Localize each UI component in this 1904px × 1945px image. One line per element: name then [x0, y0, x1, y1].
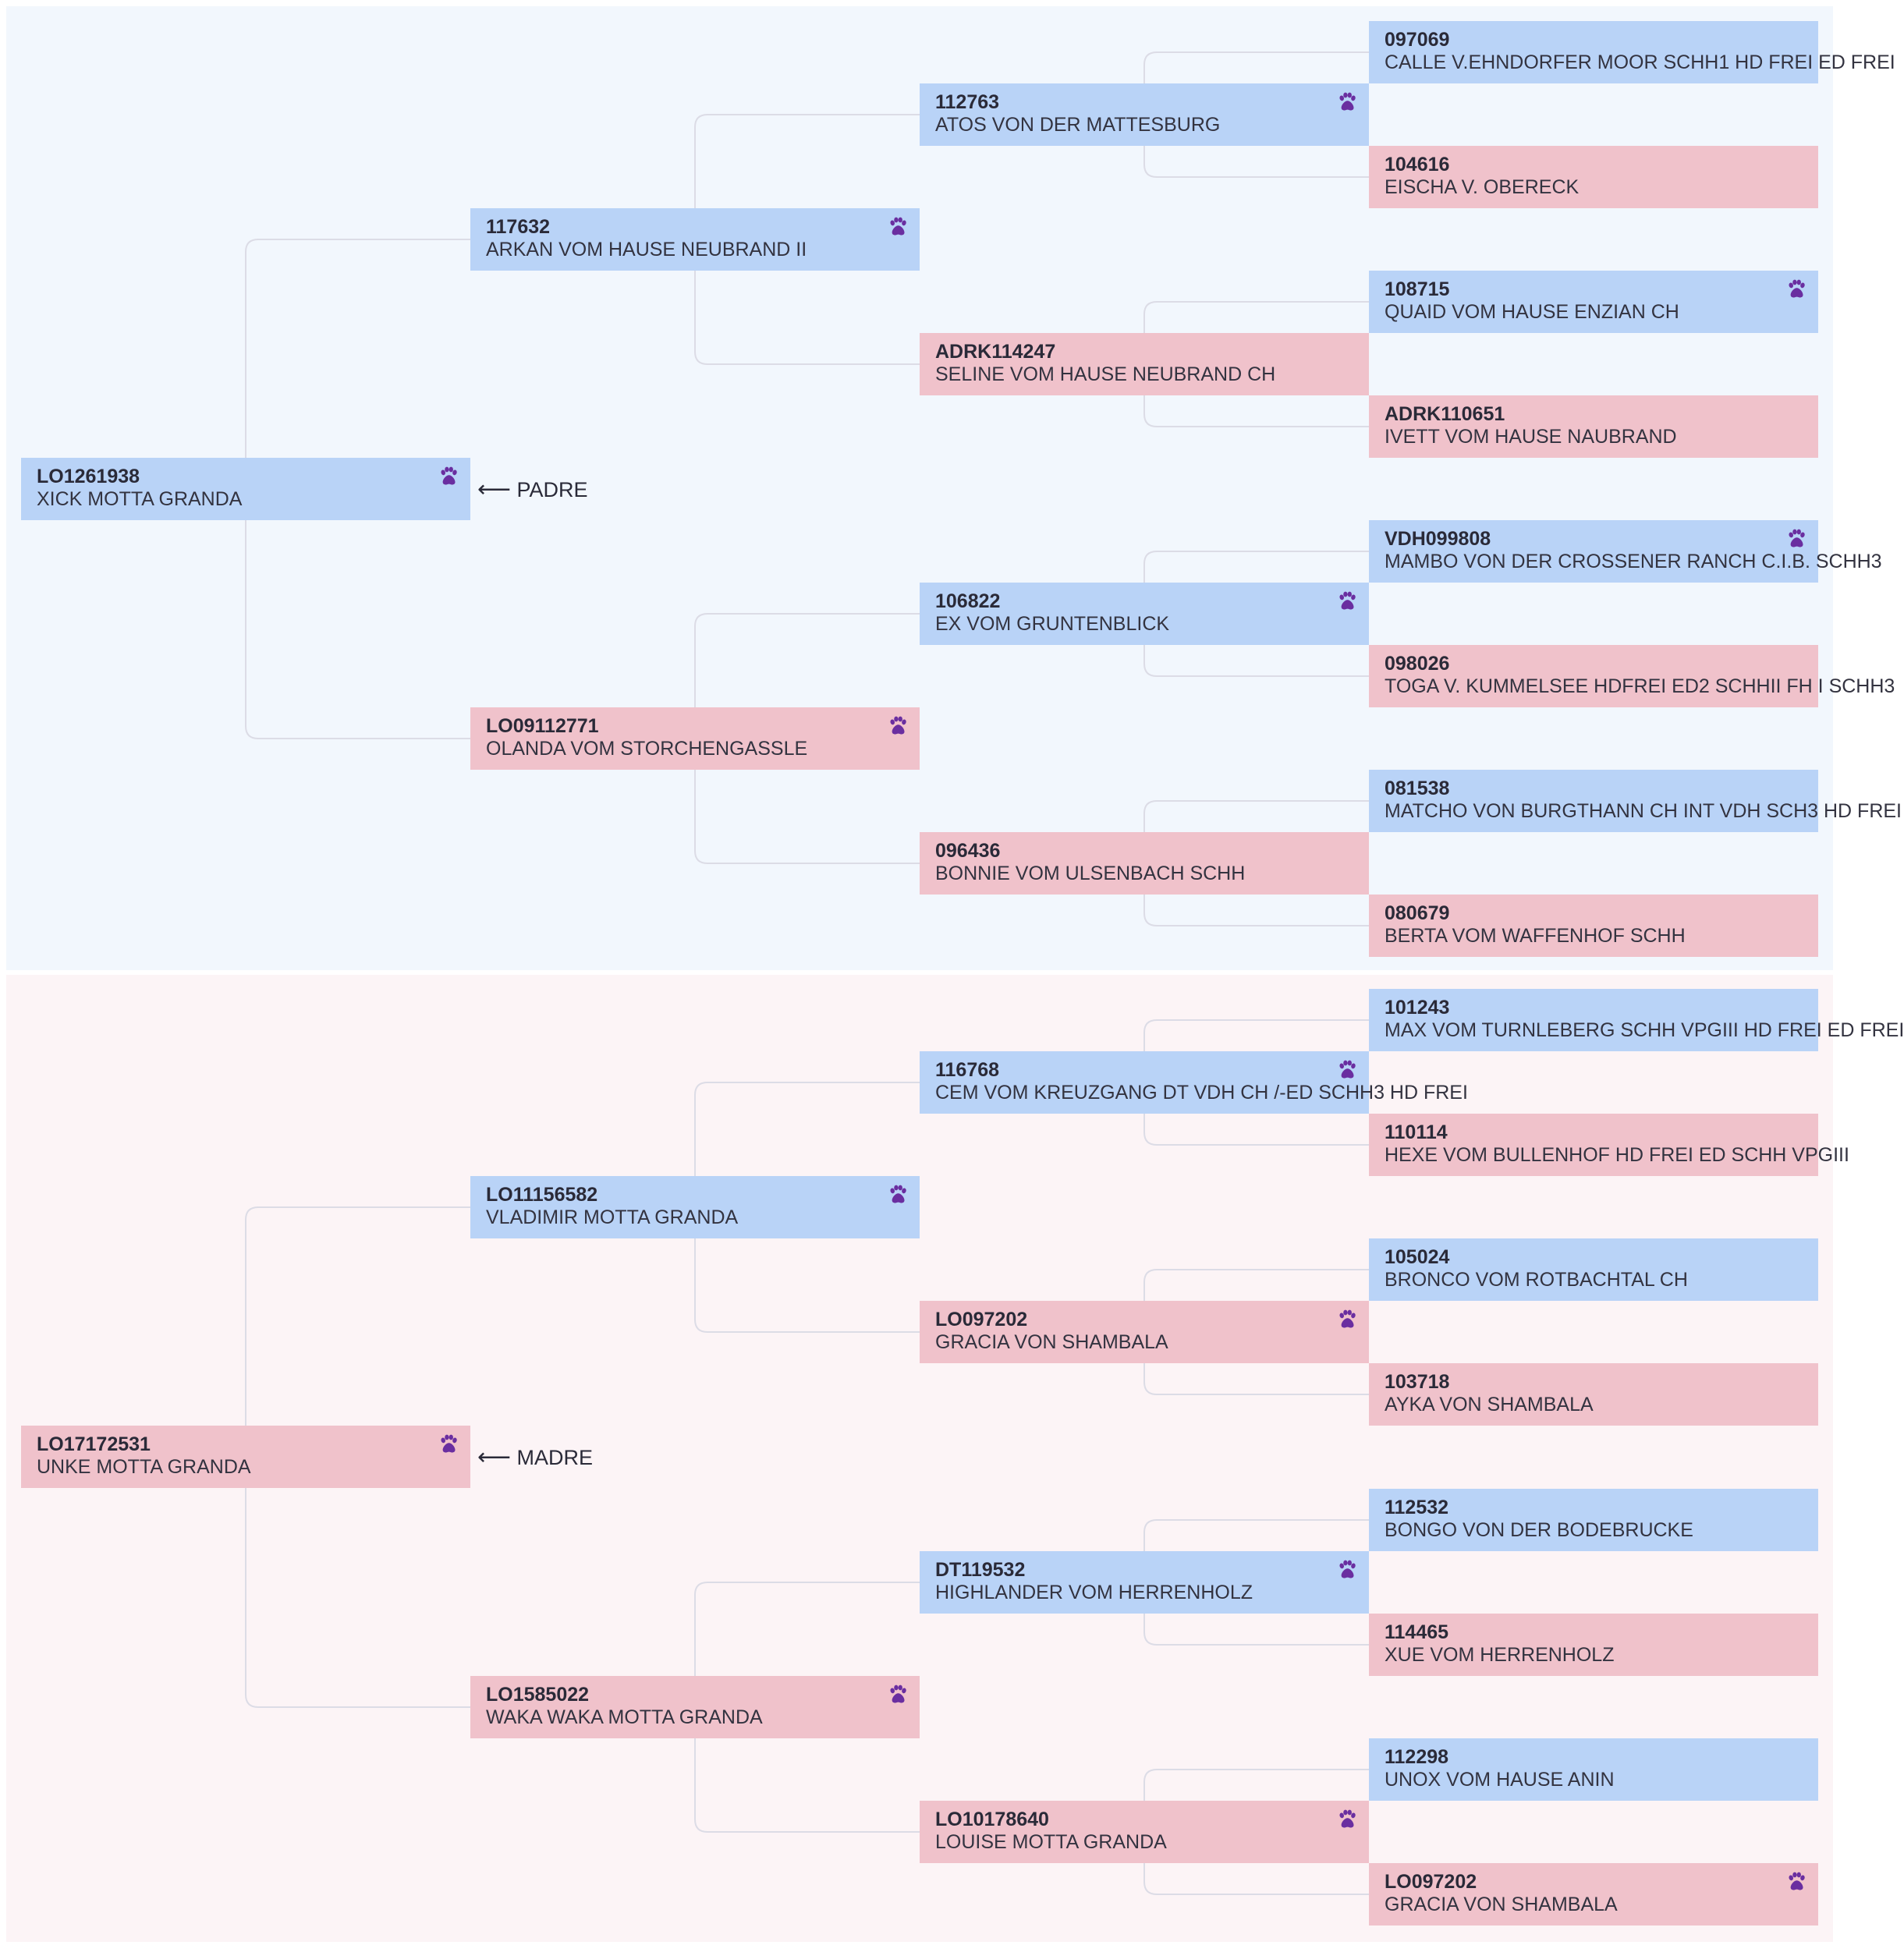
dog-card[interactable]	[1369, 520, 1882, 583]
dog-card[interactable]	[1369, 989, 1904, 1051]
dog-name: CALLE V.EHNDORFER MOOR SCHH1 HD FREI ED FREI	[1385, 51, 1895, 73]
registration-number: VDH099808	[1385, 528, 1491, 550]
registration-number: 101243	[1385, 997, 1450, 1019]
registration-number: LO1585022	[486, 1684, 590, 1706]
registration-number: LO17172531	[37, 1433, 151, 1455]
paw-icon[interactable]	[1336, 1809, 1358, 1830]
registration-number: 114465	[1385, 1621, 1449, 1643]
registration-number: LO10178640	[935, 1809, 1049, 1830]
registration-number: DT119532	[935, 1559, 1026, 1581]
dog-card[interactable]	[1369, 271, 1818, 333]
dog-card[interactable]	[1369, 1863, 1818, 1926]
dog-name: MAX VOM TURNLEBERG SCHH VPGIII HD FREI ED FREI	[1385, 1019, 1904, 1041]
registration-number: 103718	[1385, 1371, 1450, 1393]
dog-card[interactable]	[920, 1551, 1369, 1614]
registration-number: LO097202	[935, 1309, 1028, 1330]
dog-card[interactable]	[1369, 1114, 1849, 1176]
dog-name: IVETT VOM HAUSE NAUBRAND	[1385, 426, 1677, 448]
registration-number: ADRK114247	[935, 341, 1056, 363]
dog-name: AYKA VON SHAMBALA	[1385, 1394, 1594, 1415]
dog-name: VLADIMIR MOTTA GRANDA	[486, 1206, 739, 1228]
dog-name: GRACIA VON SHAMBALA	[935, 1331, 1168, 1353]
registration-number: 108715	[1385, 278, 1450, 300]
dog-card[interactable]	[1369, 1738, 1818, 1801]
registration-number: LO097202	[1385, 1871, 1477, 1893]
padre-label: PADRE	[516, 478, 588, 501]
registration-number: 096436	[935, 840, 1001, 862]
dog-name: CEM VOM KREUZGANG DT VDH CH /-ED SCHH3 HD FREI	[935, 1082, 1468, 1104]
registration-number: 110114	[1385, 1121, 1448, 1143]
registration-number: 105024	[1385, 1246, 1450, 1268]
paw-icon[interactable]	[1785, 1871, 1807, 1893]
registration-number: 112763	[935, 91, 1000, 113]
registration-number: 098026	[1385, 653, 1450, 675]
dog-name: MAMBO VON DER CROSSENER RANCH C.I.B. SCHH3	[1385, 551, 1882, 572]
dog-card[interactable]	[920, 832, 1369, 895]
dog-card[interactable]	[1369, 395, 1818, 458]
dog-name: BERTA VOM WAFFENHOF SCHH	[1385, 925, 1686, 947]
dog-card[interactable]	[1369, 1489, 1818, 1551]
registration-number: 112532	[1385, 1497, 1449, 1518]
dog-name: WAKA WAKA MOTTA GRANDA	[486, 1706, 763, 1728]
dam-side-label	[477, 1445, 593, 1470]
registration-number: 080679	[1385, 902, 1450, 924]
registration-number: 104616	[1385, 154, 1450, 175]
paw-icon[interactable]	[438, 466, 459, 487]
registration-number: ADRK110651	[1385, 403, 1505, 425]
dog-name: BONGO VON DER BODEBRUCKE	[1385, 1519, 1693, 1541]
dog-card[interactable]	[470, 1176, 920, 1238]
dog-card[interactable]	[920, 1801, 1369, 1863]
dog-card[interactable]	[1369, 146, 1818, 208]
paw-icon[interactable]	[887, 216, 909, 238]
dog-name: LOUISE MOTTA GRANDA	[935, 1831, 1167, 1853]
registration-number: 097069	[1385, 29, 1450, 51]
paw-icon[interactable]	[1336, 1309, 1358, 1330]
paw-icon[interactable]	[438, 1433, 459, 1455]
dog-card[interactable]	[1369, 1363, 1818, 1426]
dog-name: MATCHO VON BURGTHANN CH INT VDH SCH3 HD FREI	[1385, 800, 1902, 822]
dog-card[interactable]	[470, 707, 920, 770]
dog-card[interactable]	[470, 1676, 920, 1738]
dog-name: UNOX VOM HAUSE ANIN	[1385, 1769, 1615, 1791]
dog-name: XUE VOM HERRENHOLZ	[1385, 1644, 1615, 1666]
dog-card[interactable]	[1369, 1614, 1818, 1676]
arrow-left-icon: ⟵	[477, 1444, 512, 1470]
dog-name: SELINE VOM HAUSE NEUBRAND CH	[935, 363, 1276, 385]
dog-name: EX VOM GRUNTENBLICK	[935, 613, 1170, 635]
dog-card[interactable]	[1369, 895, 1818, 957]
dog-card[interactable]	[920, 1301, 1369, 1363]
paw-icon[interactable]	[1785, 278, 1807, 300]
registration-number: LO1261938	[37, 466, 140, 487]
dog-name: UNKE MOTTA GRANDA	[37, 1456, 251, 1478]
registration-number: LO09112771	[486, 715, 599, 737]
dog-card[interactable]	[21, 458, 470, 520]
dog-name: HIGHLANDER VOM HERRENHOLZ	[935, 1582, 1253, 1603]
paw-icon[interactable]	[887, 1684, 909, 1706]
dog-card[interactable]	[920, 333, 1369, 395]
registration-number: 116768	[935, 1059, 1000, 1081]
registration-number: 117632	[486, 216, 551, 238]
dog-card[interactable]	[21, 1426, 470, 1488]
dog-name: BONNIE VOM ULSENBACH SCHH	[935, 863, 1246, 884]
paw-icon[interactable]	[1336, 1559, 1358, 1581]
paw-icon[interactable]	[887, 1184, 909, 1206]
registration-number: 081538	[1385, 778, 1450, 799]
registration-number: 106822	[935, 590, 1001, 612]
registration-number: 112298	[1385, 1746, 1449, 1768]
dog-name: XICK MOTTA GRANDA	[37, 488, 243, 510]
registration-number: LO11156582	[486, 1184, 598, 1206]
dog-card[interactable]	[920, 583, 1369, 645]
paw-icon[interactable]	[1785, 528, 1807, 550]
paw-icon[interactable]	[887, 715, 909, 737]
dog-name: OLANDA VOM STORCHENGASSLE	[486, 738, 808, 760]
dog-name: HEXE VOM BULLENHOF HD FREI ED SCHH VPGIII	[1385, 1144, 1849, 1166]
dog-name: QUAID VOM HAUSE ENZIAN CH	[1385, 301, 1679, 323]
dog-name: GRACIA VON SHAMBALA	[1385, 1894, 1618, 1915]
dog-card[interactable]	[1369, 770, 1902, 832]
dog-name: BRONCO VOM ROTBACHTAL CH	[1385, 1269, 1688, 1291]
dog-card[interactable]	[920, 83, 1369, 146]
dog-name: EISCHA V. OBERECK	[1385, 176, 1580, 198]
dog-name: ARKAN VOM HAUSE NEUBRAND II	[486, 239, 807, 260]
dog-card[interactable]	[1369, 1238, 1818, 1301]
dog-card[interactable]	[470, 208, 920, 271]
sire-side-label	[477, 477, 588, 502]
paw-icon[interactable]	[1336, 590, 1358, 612]
dog-card[interactable]	[1369, 21, 1895, 83]
paw-icon[interactable]	[1336, 91, 1358, 113]
paw-icon[interactable]	[1336, 1059, 1358, 1081]
dog-name: TOGA V. KUMMELSEE HDFREI ED2 SCHHII FH I SCHH3	[1385, 675, 1895, 697]
dog-card[interactable]	[920, 1051, 1468, 1114]
dog-name: ATOS VON DER MATTESBURG	[935, 114, 1221, 136]
arrow-left-icon: ⟵	[477, 477, 512, 502]
madre-label: MADRE	[516, 1446, 594, 1469]
dog-card[interactable]	[1369, 645, 1895, 707]
